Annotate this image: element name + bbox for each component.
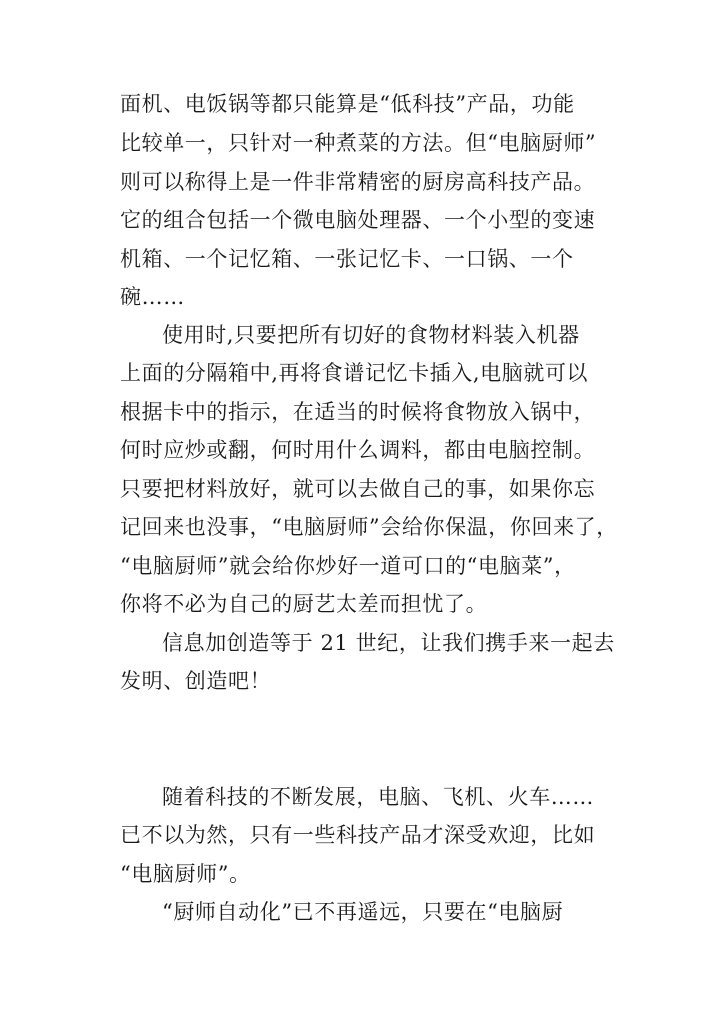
text-line: 面机、电饭锅等都只能算是“低科技”产品，功能 — [120, 92, 575, 116]
text-line: 上面的分隔箱中,再将食谱记忆卡插入,电脑就可以 — [120, 361, 589, 385]
text-line: 何时应炒或翻，何时用什么调料，都由电脑控制。 — [120, 438, 596, 462]
text-line: “厨师自动化”已不再遥远，只要在“电脑厨 — [162, 900, 564, 924]
text-line: 比较单一，只针对一种煮菜的方法。但“电脑厨师” — [120, 131, 597, 155]
text-line: 随着科技的不断发展，电脑、飞机、火车…… — [162, 785, 594, 809]
text-line: 你将不必为自己的厨艺太差而担忧了。 — [120, 592, 488, 616]
text-line: “电脑厨师”就会给你炒好一道可口的“电脑菜”， — [120, 554, 576, 578]
text-line: 只要把材料放好，就可以去做自己的事，如果你忘 — [120, 477, 596, 501]
text-line: “电脑厨师”。 — [120, 862, 251, 886]
text-line: 根据卡中的指示，在适当的时候将食物放入锅中， — [120, 400, 596, 424]
text-line: 已不以为然，只有一些科技产品才深受欢迎，比如 — [120, 823, 596, 847]
text-line: 碗…… — [120, 285, 185, 309]
text-line: 记回来也没事，“电脑厨师”会给你保温，你回来了， — [120, 515, 618, 539]
text-line: 它的组合包括一个微电脑处理器、一个小型的变速 — [120, 208, 596, 232]
text-line: 则可以称得上是一件非常精密的厨房高科技产品。 — [120, 170, 596, 194]
text-line: 机箱、一个记忆箱、一张记忆卡、一口锅、一个 — [120, 247, 574, 271]
text-line: 信息加创造等于 21 世纪，让我们携手来一起去 — [162, 631, 615, 655]
text-line: 使用时,只要把所有切好的食物材料装入机器 — [162, 323, 580, 347]
text-line: 发明、创造吧！ — [120, 669, 272, 693]
